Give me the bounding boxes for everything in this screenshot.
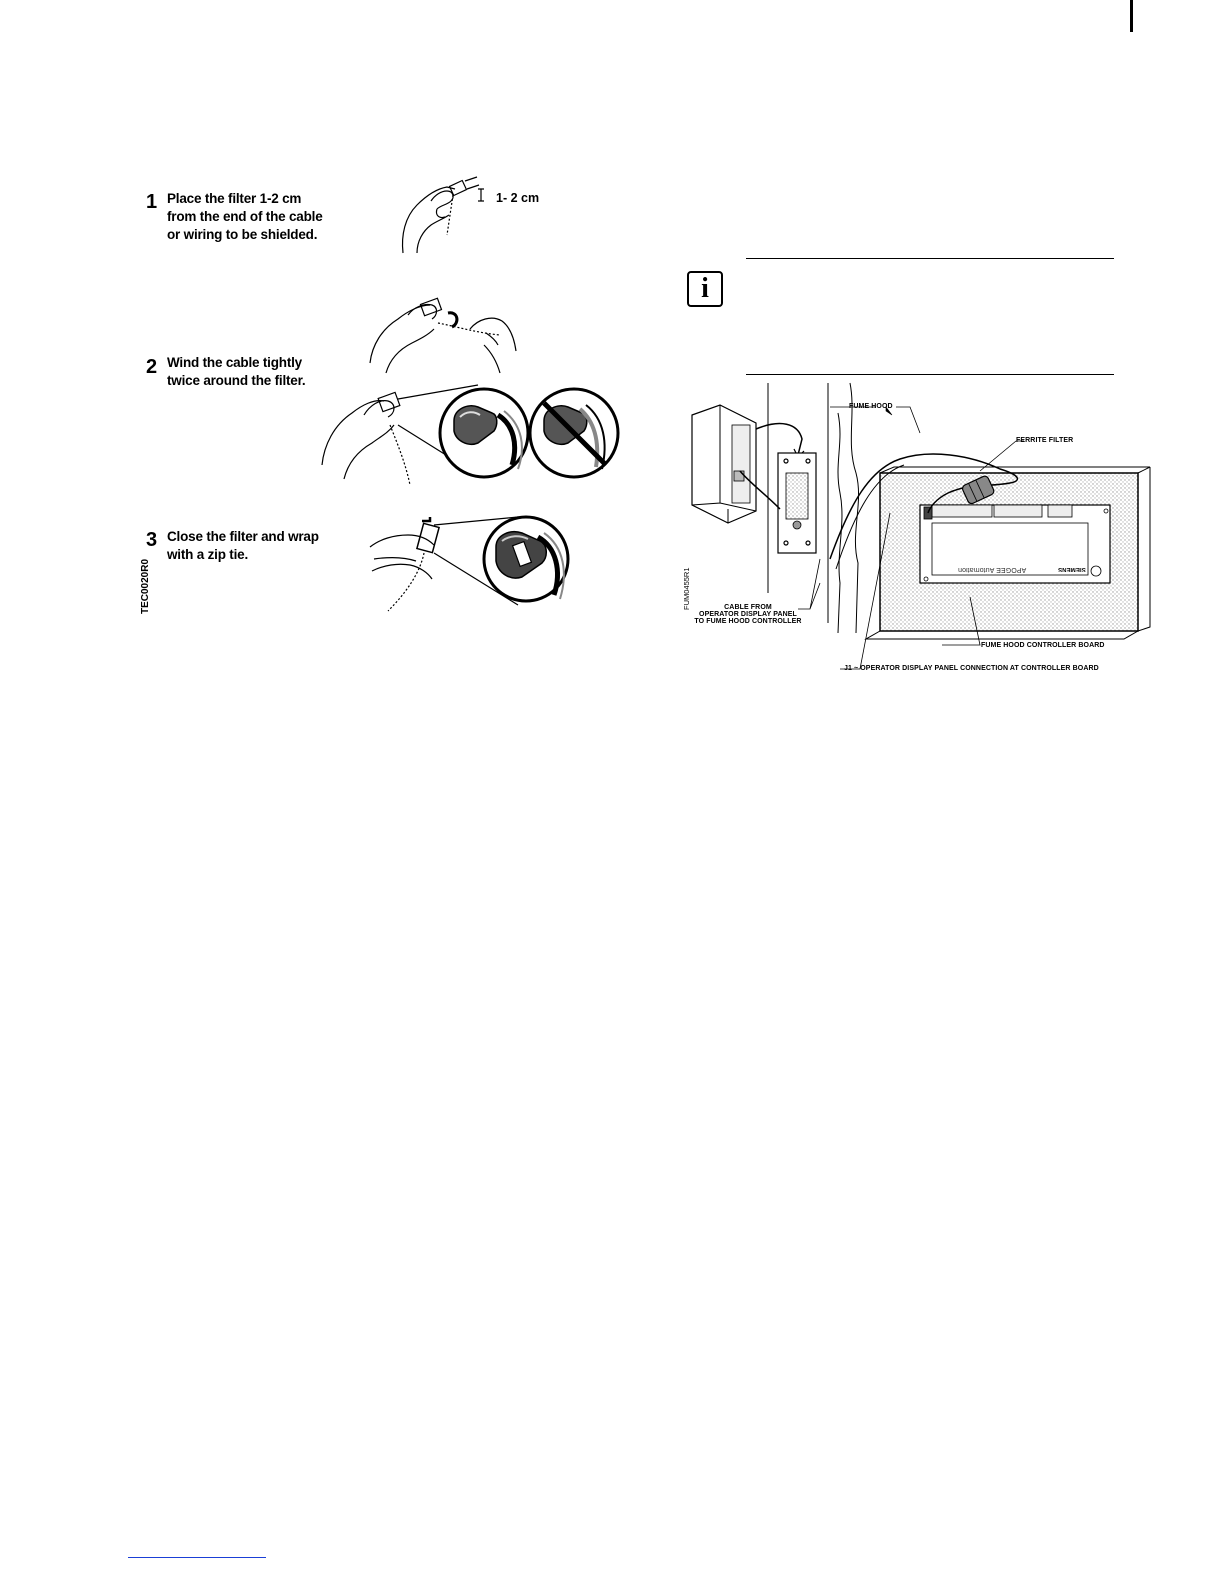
label-fume-hood: FUME HOOD — [849, 403, 893, 410]
board-brand: SIEMENS — [1058, 566, 1086, 572]
step-3-line-2: with a zip tie. — [167, 547, 249, 562]
step-1-hand-illustration — [395, 175, 495, 255]
label-cable-from — [688, 604, 808, 625]
label-j1-connection: J1 ~ OPERATOR DISPLAY PANEL CONNECTION AT CONTROLLER BOARD — [844, 665, 1099, 672]
step-1-text — [167, 190, 323, 244]
step-2-closeup-illustration — [318, 385, 623, 495]
page-edge-bar — [1130, 0, 1133, 32]
step-1-line-3: or wiring to be shielded. — [167, 227, 318, 242]
label-cable-from-line-1: CABLE FROM — [724, 604, 772, 611]
step-3-number: 3 — [146, 529, 158, 551]
step-1-line-2: from the end of the cable — [167, 209, 323, 224]
label-cable-from-line-2: OPERATOR DISPLAY PANEL — [699, 611, 797, 618]
step-2-number: 2 — [146, 356, 158, 378]
label-ferrite-filter: FERRITE FILTER — [1016, 437, 1074, 444]
info-icon-glyph: i — [701, 273, 709, 304]
step-1-line-1: Place the filter 1-2 cm — [167, 191, 302, 206]
dimension-label: 1- 2 cm — [496, 191, 540, 205]
step-2-text — [167, 354, 305, 390]
note-top-rule — [746, 258, 1114, 259]
closed-filter-closeup — [484, 517, 568, 601]
step-3-close-illustration — [368, 513, 573, 613]
info-icon — [687, 271, 723, 307]
note-bottom-rule — [746, 374, 1114, 375]
step-2-line-2: twice around the filter. — [167, 373, 306, 388]
left-figure-code: TEC0020R0 — [140, 558, 151, 614]
step-2-wind-illustration — [368, 293, 518, 378]
step-3-text — [167, 528, 319, 564]
fume-hood-diagram-drawing — [680, 383, 1160, 680]
step-1-number: 1 — [146, 191, 158, 213]
right-figure-code: FUM0455R1 — [682, 567, 691, 610]
footnote-rule — [128, 1557, 266, 1558]
correct-wrap-closeup — [440, 389, 528, 477]
step-3-line-1: Close the filter and wrap — [167, 529, 319, 544]
board-text: APOGEE Automation — [958, 566, 1027, 573]
step-2-line-1: Wind the cable tightly — [167, 355, 302, 370]
label-cable-from-line-3: TO FUME HOOD CONTROLLER — [694, 618, 802, 625]
incorrect-wrap-closeup — [530, 389, 618, 477]
label-controller-board: FUME HOOD CONTROLLER BOARD — [981, 642, 1105, 649]
